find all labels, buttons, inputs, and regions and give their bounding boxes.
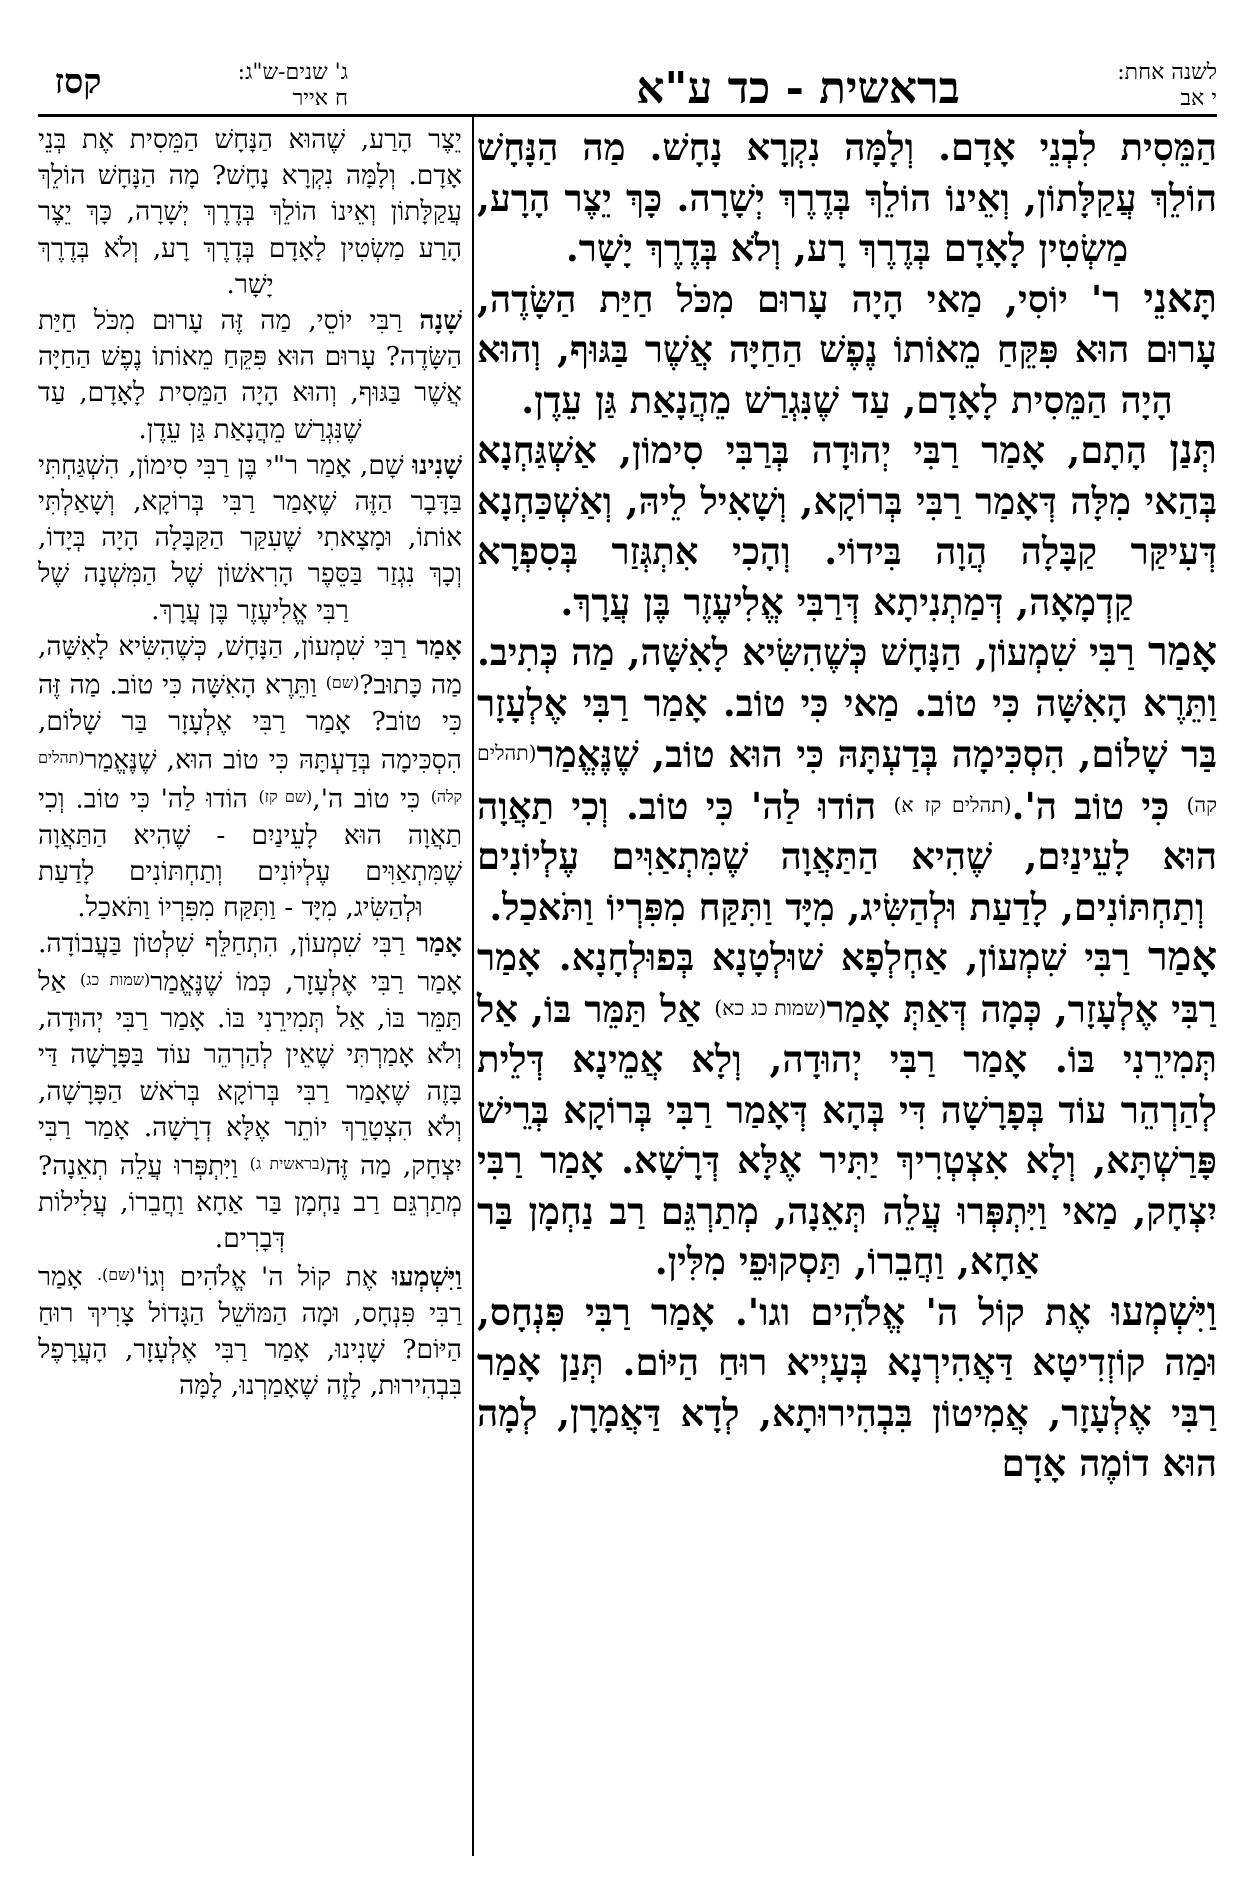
opening-word: וַיִּשְׁמְעוּ [392, 1261, 462, 1293]
source-reference: (שמות כג כא) [714, 995, 827, 1020]
opening-word: וַיִּשְׁמְעוּ [1111, 1287, 1217, 1335]
side-paragraph: אָמַר רַבִּי שִׁמְעוֹן, הַנָּחָשׁ, כְּשֶׁהִשִּׂיא לָאִשָּׁה, מַה כָּתוּב?$^{(שם)}$ וַתֵּרֶא הָאִשָּׁה כִּי טוֹב. מַה זֶּה כִּי טוֹב? אָמַר רַבִּי אֶלְעָזָר בַּר שָׁלוֹם, הִסְכִּימָה בְּדַעְתָּהּ כִּי טוֹב הוּא, שֶׁנֶּאֱמַר$^{(תהלים קלה)}$ כִּי טוֹב ה',$^{(שם קז)}$ הוֹדוּ לַה' כִּי טוֹב. וְכִי תַאֲוָה הוּא לָעֵינַיִם - שֶׁהִיא הַתַּאֲוָה שֶׁמִּתְאַוִּים עֶלְיוֹנִים וְתַחְתּוֹנִים לָדַעַת וּלְהַשִּׂיג, מִיָּד - וַתִּקַּח מִפִּרְיוֹ וַתֹּאכַל. [38, 630, 462, 923]
opening-word: תְּנַן [1169, 426, 1217, 473]
opening-word: אָמַר [416, 928, 462, 960]
column-divider [472, 116, 474, 1856]
source-reference: (תהלים קז א) [893, 792, 1012, 817]
source-reference: (שם) [325, 673, 360, 693]
opening-word: אָמַר [1147, 933, 1217, 981]
source-reference: (שמות כג) [80, 970, 151, 990]
one-year-label: לשנה אחת: [1117, 60, 1217, 85]
opening-word: אָמַר [1147, 628, 1217, 675]
study-schedule-three-year [128, 60, 348, 112]
main-paragraph: תָּאנֵי ר' יוֹסִי, מַאי הָיָה עָרוּם מִכֹּל חַיַּת הַשָּׂדֶה, עָרוּם הוּא פִּקֵּחַ מֵאוֹתוֹ נֶפֶשׁ הַחַיָּה אֲשֶׁר בַּגּוּף, וְהוּא הָיָה הַמֵּסִית לָאָדָם, עַד שֶׁנִּגְרַשׁ מֵהֲנָאַת גַּן עֵדֶן. [477, 274, 1217, 422]
header-rule [38, 114, 1217, 117]
three-year-date: ח אייר [292, 86, 348, 111]
opening-word: שָׁנָה [419, 305, 462, 337]
side-paragraph: שָׁנָה רַבִּי יוֹסֵי, מַה זֶּה עָרוּם מִכֹּל חַיַּת הַשָּׂדֶה? עָרוּם הוּא פִּקֵּחַ מֵאוֹתוֹ נֶפֶשׁ הַחַיָּה אֲשֶׁר בַּגּוּף, וְהוּא הָיָה הַמֵּסִית לָאָדָם, עַד שֶׁנִּגְרַשׁ מֵהֲנָאַת גַּן עֵדֶן. [38, 305, 462, 445]
main-paragraph: וַיִּשְׁמְעוּ אֶת קוֹל ה' אֱלֹהִים וגו'. אָמַר רַבִּי פִּנְחָס, וּמַה קוֹזְדִיטָא דַּאֲהִירְנָא בְּעָיְיא רוּחַ הַיּוֹם. תְּנַן אָמַר רַבִּי אֶלְעָזָר, אֲמִיטוֹן בִּבְהִירוּתָא, לְדָא דַּאֲמָרָן, לְמָה הוּא דוֹמֶה אָדָם [477, 1287, 1217, 1486]
source-reference: (שם). [97, 1265, 136, 1285]
main-column-aramaic [477, 122, 1217, 1489]
source-reference: (שם קז) [258, 786, 313, 806]
side-column-hebrew-translation [38, 122, 462, 1404]
side-paragraph: יֵצֶר הָרַע, שֶׁהוּא הַנָּחָשׁ הַמֵּסִית אֶת בְּנֵי אָדָם. וְלָמָּה נִקְרָא נָחָשׁ? מָה הַנָּחָשׁ הוֹלֵךְ עֲקַלָּתוֹן וְאֵינוֹ הוֹלֵךְ בְּדֶרֶךְ יְשָׁרָה, כָּךְ יֵצֶר הָרַע מַשְׂטִין לָאָדָם בְּדֶרֶךְ רָע, וְלֹא בְּדֶרֶךְ יָשָׁר. [38, 124, 462, 300]
main-paragraph: אָמַר רַבִּי שִׁמְעוֹן, הַנָּחָשׁ כְּשֶׁהִשִּׂיא לָאִשָּׁה, מַה כְּתִיב. וַתֵּרֶא הָאִשָּׁה כִּי טוֹב. מַאי כִּי טוֹב. אָמַר רַבִּי אֶלְעָזָר בַּר שָׁלוֹם, הִסְכִּימָה בְּדַעְתָּהּ כִּי הוּא טוֹב, שֶׁנֶּאֱמַר(תהלים קה) כִּי טוֹב ה'.(תהלים קז א) הוֹדוּ לַה' כִּי טוֹב. וְכִי תַאֲוָה הוּא לָעֵינַיִם, שֶׁהִיא הַתַּאֲוָה שֶׁמִּתְאַוִּים עֶלְיוֹנִים וְתַחְתּוֹנִים, לָדַעַת וּלְהַשִּׂיג, מִיָּד וַתִּקַּח מִפִּרְיוֹ וַתֹּאכַל. [477, 628, 1218, 929]
page-header [38, 58, 1217, 116]
page-number: קסז [54, 62, 102, 102]
source-reference: (תהלים קה) [477, 741, 1218, 817]
one-year-date: י אב [1180, 86, 1217, 111]
side-paragraph: שָׁנִינוּ שָׁם, אָמַר ר"י בֶּן רַבִּי סִימוֹן, הִשְׁגַּחְתִּי בַּדָּבָר הַזֶּה שֶׁאָמַר רַבִּי בְּרוֹקָא, וְשָׁאַלְתִּי אוֹתוֹ, וּמָצָאתִי שֶׁעִקַּר הַקַּבָּלָה הָיָה בְּיָדוֹ, וְכָךְ נִגְזַר בַּסֵּפֶר הָרִאשׁוֹן שֶׁל הַמִּשְׁנָה שֶׁל רַבִּי אֱלִיעֶזֶר בֶּן עֲרָךְ. [38, 449, 462, 626]
opening-word: אָמַר [416, 630, 462, 662]
opening-word: שָׁנִינוּ [412, 449, 462, 481]
main-paragraph: תְּנַן הָתָם, אָמַר רַבִּי יְהוּדָה בְּרַבִּי סִימוֹן, אַשְׁגַּחְנָא בְּהַאי מִלָּה דְּאָמַר רַבִּי בְּרוֹקָא, וְשָׁאִיל לֵיהּ, וְאַשְׁכַּחְנָא דְּעִיקַּר קַבָּלָה הֲוָה בִּידוֹי. וְהָכִי אִתְגְּזַר בְּסִפְרָא קַדְמָאָה, דְּמַתְנִיתָא דְּרַבִּי אֱלִיעֶזֶר בֶּן עֲרָךְ. [477, 426, 1217, 624]
three-year-label: ג' שנים-ש"ג: [237, 60, 348, 85]
main-paragraph: הַמֵּסִית לִבְנֵי אָדָם. וְלָמָּה נִקְרָא נָחָשׁ. מַה הַנָּחָשׁ הוֹלֵךְ עֲקַלָּתוֹן, וְאֵינוֹ הוֹלֵךְ בְּדֶרֶךְ יְשָׁרָה. כָּךְ יֵצֶר הָרָע, מַשְׂטִין לָאָדָם בְּדֶרֶךְ רָע, וְלֹא בְּדֶרֶךְ יָשָׁר. [477, 125, 1217, 270]
source-reference: (תהלים קלה) [38, 748, 462, 806]
side-paragraph: אָמַר רַבִּי שִׁמְעוֹן, הִתְחַלֵּף שִׁלְטוֹן בַּעֲבוֹדָה. אָמַר רַבִּי אֶלְעָזָר, כְּמוֹ שֶׁנֶּאֱמַר$^{(שמות כג)}$ אַל תַּמֵּר בּוֹ, אַל תְּמִירֵנִי בּוֹ. אָמַר רַבִּי יְהוּדָה, וְלֹא אָמַרְתִּי שֶׁאֵין לְהַרְהֵר עוֹד בַּפָּרָשָׁה דַּי בָּזֶה שֶׁאָמַר רַבִּי בְּרוֹקָא בְּרֹאשׁ הַפָּרָשָׁה, וְלֹא הִצְטָרֵךְ יוֹתֵר אֶלָּא דְרָשָׁה. אָמַר רַבִּי יִצְחָק, מַה זֶּה$^{(בראשית ג)}$ וַיִּתְפְּרוּ עֲלֵה תְאֵנָה? מְתַרְגֵּם רַב נַחְמָן בַּר אַחָא וַחֲבֵרוֹ, עֲלִילוֹת דְּבָרִים. [38, 928, 462, 1254]
opening-word: תָּאנֵי [1143, 274, 1217, 322]
side-paragraph: וַיִּשְׁמְעוּ אֶת קוֹל ה' אֱלֹהִים $וְגוֹ'^{(שם).}$ אָמַר רַבִּי פִּנְחָס, וּמָה הַמּוֹשֵׁל הַגָּדוֹל צָרִיךְ רוּחַ הַיּוֹם? שָׁנִינוּ, אָמַר רַבִּי אֶלְעָזָר, הָעֲרָפֶל בִּבְהִירוּת, לָזֶה שֶׁאָמַרְנוּ, לָמָּה [38, 1261, 462, 1402]
main-paragraph: אָמַר רַבִּי שִׁמְעוֹן, אַחְלְפָא שׁוּלְטָנָא בְּפוּלְחָנָא. אָמַר רַבִּי אֶלְעָזָר, כְּמָה דְּאַתְּ אָמַר(שמות כג כא) אַל תַּמֵּר בּוֹ, אַל תְּמִירֵנִי בּוֹ. אָמַר רַבִּי יְהוּדָה, וְלָא אֲמֵינָא דְּלֵית לְהַרְהֵר עוֹד בְּפָרָשָׁה דִּי בְּהָא דְּאָמַר רַבִּי בְּרוֹקָא בְּרֵישׁ פָּרַשְׁתָּא, וְלָא אִצְטְרִיךְ יַתִּיר אֶלָּא דְּרָשָׁא. אָמַר רַבִּי יִצְחָק, מַאי וַיִּתְפְּרוּ עֲלֵה תְּאֵנָה, מְתַרְגֵּם רַב נַחְמָן בַּר אַחָא, וַחֲבֵרוֹ, תַּסְקוּפֵי מִלִּין. [477, 933, 1217, 1284]
page-title: בראשית - כד ע"א [636, 63, 960, 114]
source-reference: (בראשית ג) [249, 1153, 326, 1173]
